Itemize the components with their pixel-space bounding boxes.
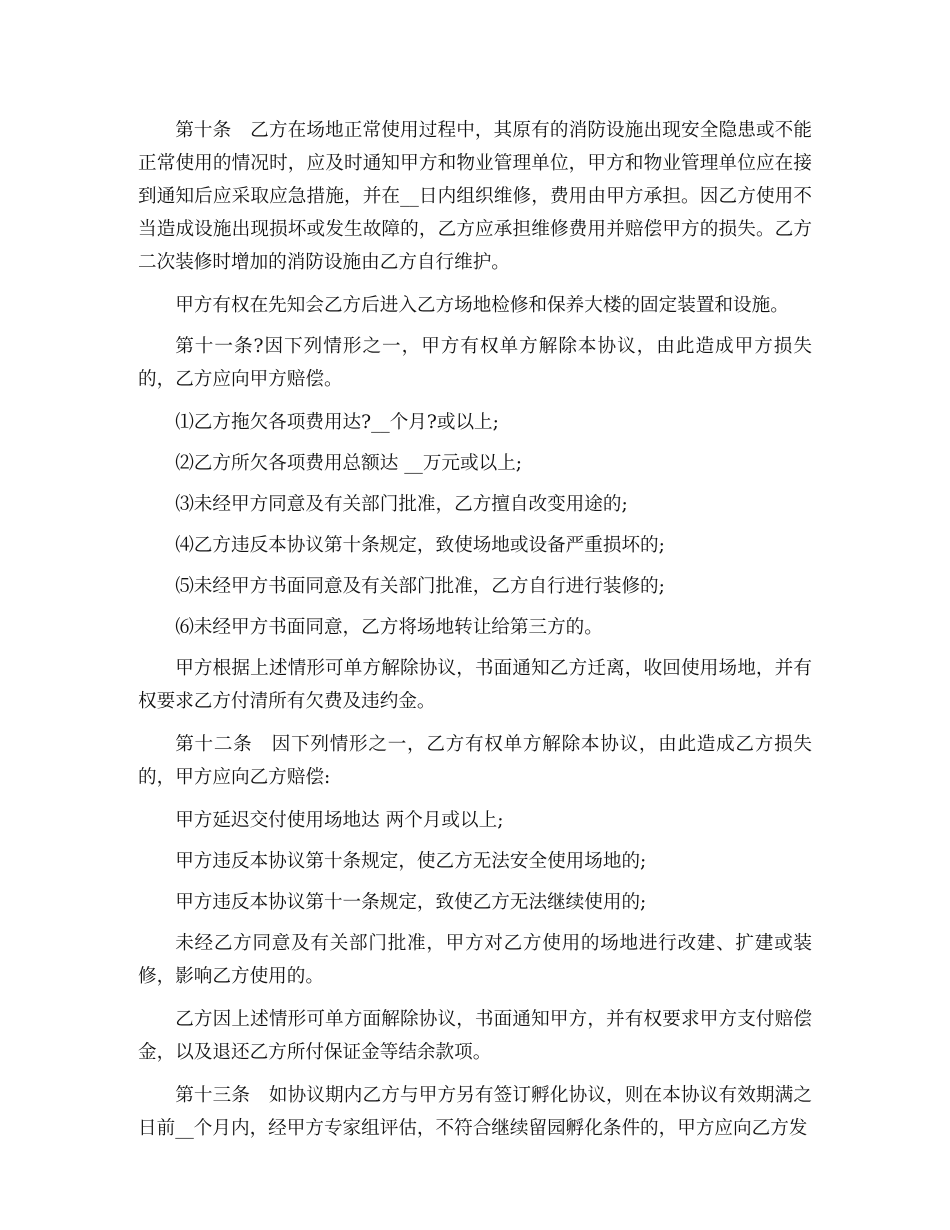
article-11-item-6: ⑹未经甲方书面同意，乙方将场地转让给第三方的。	[175, 617, 603, 638]
article-12-item-1: 甲方延迟交付使用场地达 两个月或以上;	[175, 810, 504, 831]
article-11-item-5: ⑸未经甲方书面同意及有关部门批准，乙方自行进行装修的;	[175, 576, 665, 597]
article-11-item-4: ⑷乙方违反本协议第十条规定，致使场地或设备严重损坏的;	[175, 535, 665, 556]
article-12-paragraph: 第十二条 因下列情形之一，乙方有权单方解除本协议，由此造成乙方损失的，甲方应向乙方赔偿:	[138, 734, 812, 788]
inspection-right-paragraph: 甲方有权在先知会乙方后进入乙方场地检修和保养大楼的固定装置和设施。	[175, 295, 789, 316]
article-12-item-4: 未经乙方同意及有关部门批准，甲方对乙方使用的场地进行改建、扩建或装修，影响乙方使用的。	[138, 933, 812, 987]
article-12-item-3: 甲方违反本协议第十一条规定，致使乙方无法继续使用的;	[175, 892, 647, 913]
article-11-paragraph: 第十一条?因下列情形之一，甲方有权单方解除本协议，由此造成甲方损失的，乙方应向甲方赔偿。	[138, 336, 812, 390]
article-11-item-1: ⑴乙方拖欠各项费用达?__个月?或以上;	[175, 412, 499, 433]
party-a-termination-paragraph: 甲方根据上述情形可单方解除协议，书面通知乙方迁离，收回使用场地，并有权要求乙方付清所有欠费及违约金。	[138, 658, 812, 712]
article-13-paragraph: 第十三条 如协议期内乙方与甲方另有签订孵化协议，则在本协议有效期满之日前__个月内，经甲方专家组评估，不符合继续留园孵化条件的，甲方应向乙方发	[138, 1085, 812, 1139]
article-10-paragraph: 第十条 乙方在场地正常使用过程中，其原有的消防设施出现安全隐患或不能正常使用的情况时，应及时通知甲方和物业管理单位，甲方和物业管理单位应在接到通知后应采取应急措施，并在__日内组织维修，费用由甲方承担。因乙方使用不当造成设施出现损坏或发生故障的，乙方应承担维修费用并赔偿甲方的损失。乙方二次装修时增加的消防设施由乙方自行维护。	[138, 120, 812, 273]
article-11-item-2: ⑵乙方所欠各项费用总额达 __万元或以上;	[175, 453, 523, 474]
article-11-item-3: ⑶未经甲方同意及有关部门批准，乙方擅自改变用途的;	[175, 494, 628, 515]
party-b-termination-paragraph: 乙方因上述情形可单方面解除协议，书面通知甲方，并有权要求甲方支付赔偿金，以及退还乙方所付保证金等结余款项。	[138, 1009, 812, 1063]
article-12-item-2: 甲方违反本协议第十条规定，使乙方无法安全使用场地的;	[175, 851, 647, 872]
